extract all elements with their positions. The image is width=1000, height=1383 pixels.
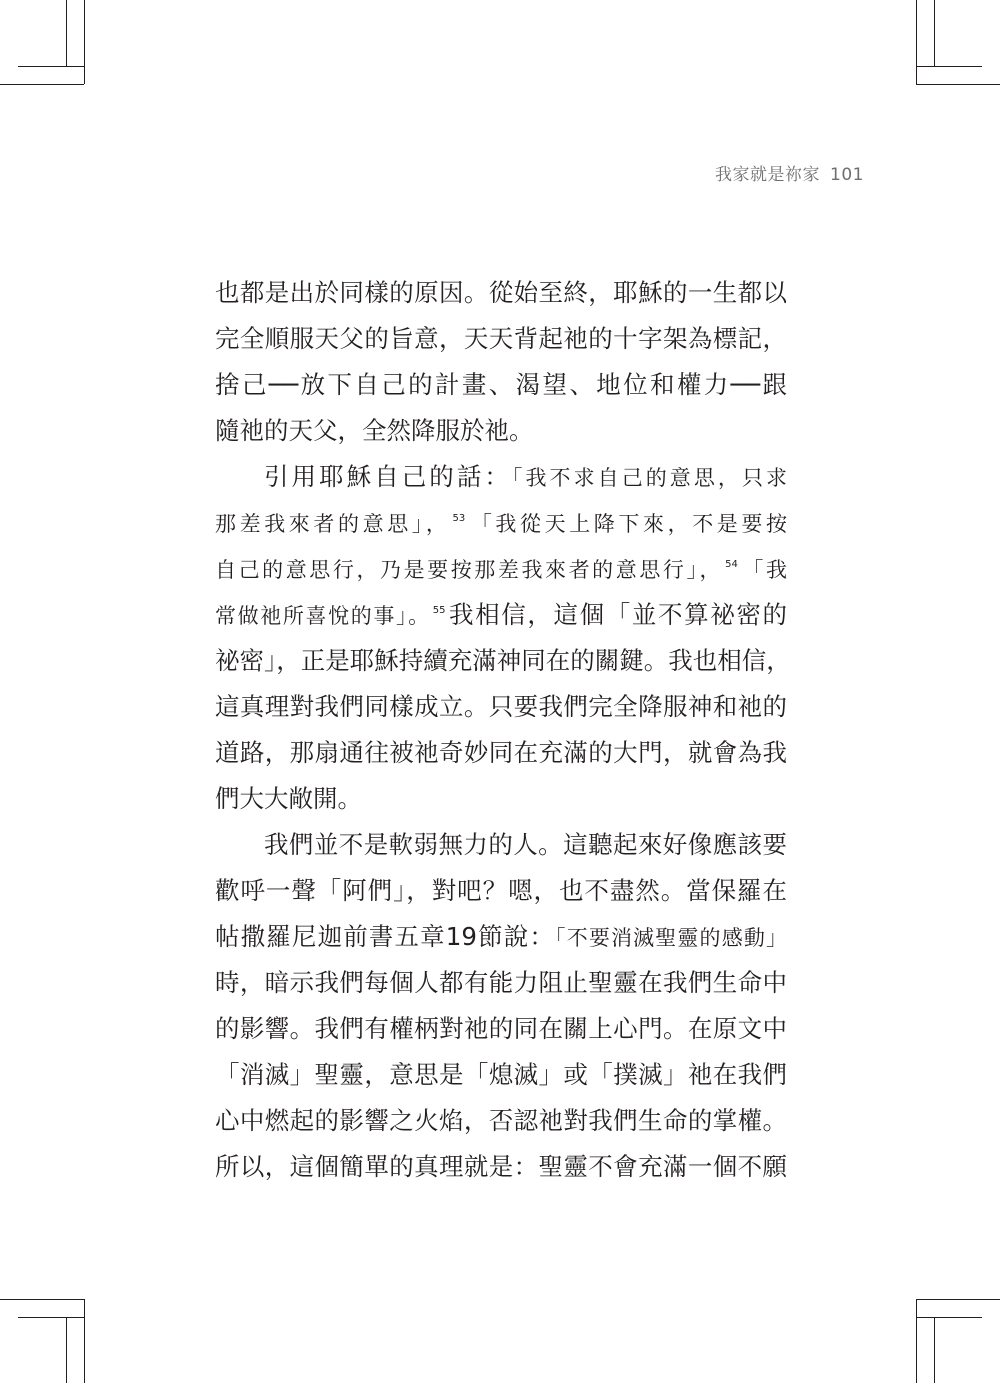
text-line: 心中燃起的影響之火焰，否認祂對我們生命的掌權。 — [215, 1106, 787, 1135]
text-line: 歡呼一聲「阿們」，對吧？嗯，也不盡然。當保羅在 — [215, 876, 787, 905]
running-head-title: 我家就是祢家 — [715, 165, 821, 185]
text-run: 引用耶穌自己的話： — [264, 462, 512, 491]
text-line — [215, 546, 787, 592]
page-number: 101 — [830, 165, 864, 185]
footnote-ref: 53 — [452, 513, 466, 524]
crop-mark — [0, 84, 84, 85]
text-line: 的影響。我們有權柄對祂的同在關上心門。在原文中 — [215, 1014, 787, 1043]
text-run: 帖撒羅尼迦前書五章19節說： — [215, 922, 556, 951]
crop-mark — [916, 84, 1000, 85]
text-line: 「消滅」聖靈，意思是「熄滅」或「撲滅」祂在我們 — [215, 1060, 787, 1089]
text-line: 我們並不是軟弱無力的人。這聽起來好像應該要 — [264, 830, 787, 859]
text-line: 這真理對我們同樣成立。只要我們完全降服神和祂的 — [215, 692, 787, 721]
crop-mark — [916, 0, 917, 84]
crop-mark — [18, 1317, 84, 1318]
crop-mark — [18, 66, 84, 67]
crop-mark — [934, 1317, 935, 1383]
text-line: 隨祂的天父，全然降服於祂。 — [215, 416, 534, 445]
text-line: 時，暗示我們每個人都有能力阻止聖靈在我們生命中 — [215, 968, 787, 997]
scripture-quote: 「我從天上降下來，不是要按 — [467, 512, 787, 536]
scripture-quote: 自己的意思行，乃是要按那差我來者的意思行」， — [215, 558, 724, 582]
crop-mark — [934, 0, 935, 66]
text-line: 祕密」，正是耶穌持續充滿神同在的關鍵。我也相信， — [215, 646, 791, 675]
text-line: 道路，那扇通往被祂奇妙同在充滿的大門，就會為我 — [215, 738, 787, 767]
text-line: 完全順服天父的旨意，天天背起祂的十字架為標記， — [215, 324, 787, 353]
running-head — [600, 160, 864, 185]
scripture-quote: 「不要消滅聖靈的感動」 — [555, 926, 787, 950]
scripture-quote: 那差我來者的意思」， — [215, 512, 451, 536]
text-line: 捨己──放下自己的計畫、渴望、地位和權力──跟 — [215, 370, 787, 399]
crop-mark — [84, 0, 85, 84]
scripture-quote: 常做祂所喜悅的事」。 — [215, 604, 431, 628]
crop-mark — [66, 1317, 67, 1383]
text-line: 所以，這個簡單的真理就是：聖靈不會充滿一個不願 — [215, 1152, 787, 1181]
crop-mark — [66, 0, 67, 66]
footnote-ref: 54 — [725, 559, 738, 570]
scripture-quote: 「我不求自己的意思，只求 — [511, 466, 788, 490]
crop-mark — [916, 1299, 1000, 1300]
footnote-ref: 55 — [432, 605, 446, 616]
text-run: 我相信，這個「並不算祕密的 — [447, 600, 787, 629]
text-line — [215, 454, 787, 500]
crop-mark — [916, 1299, 917, 1383]
text-line — [215, 500, 787, 546]
text-line: 們大大敞開。 — [215, 784, 362, 813]
body-text — [215, 270, 791, 1190]
text-line — [215, 914, 787, 960]
text-line — [215, 592, 787, 638]
crop-mark — [0, 1299, 84, 1300]
crop-mark — [916, 1317, 982, 1318]
scripture-quote: 「我 — [739, 558, 788, 582]
crop-mark — [84, 1299, 85, 1383]
crop-mark — [916, 66, 982, 67]
text-line: 也都是出於同樣的原因。從始至終，耶穌的一生都以 — [215, 278, 787, 307]
